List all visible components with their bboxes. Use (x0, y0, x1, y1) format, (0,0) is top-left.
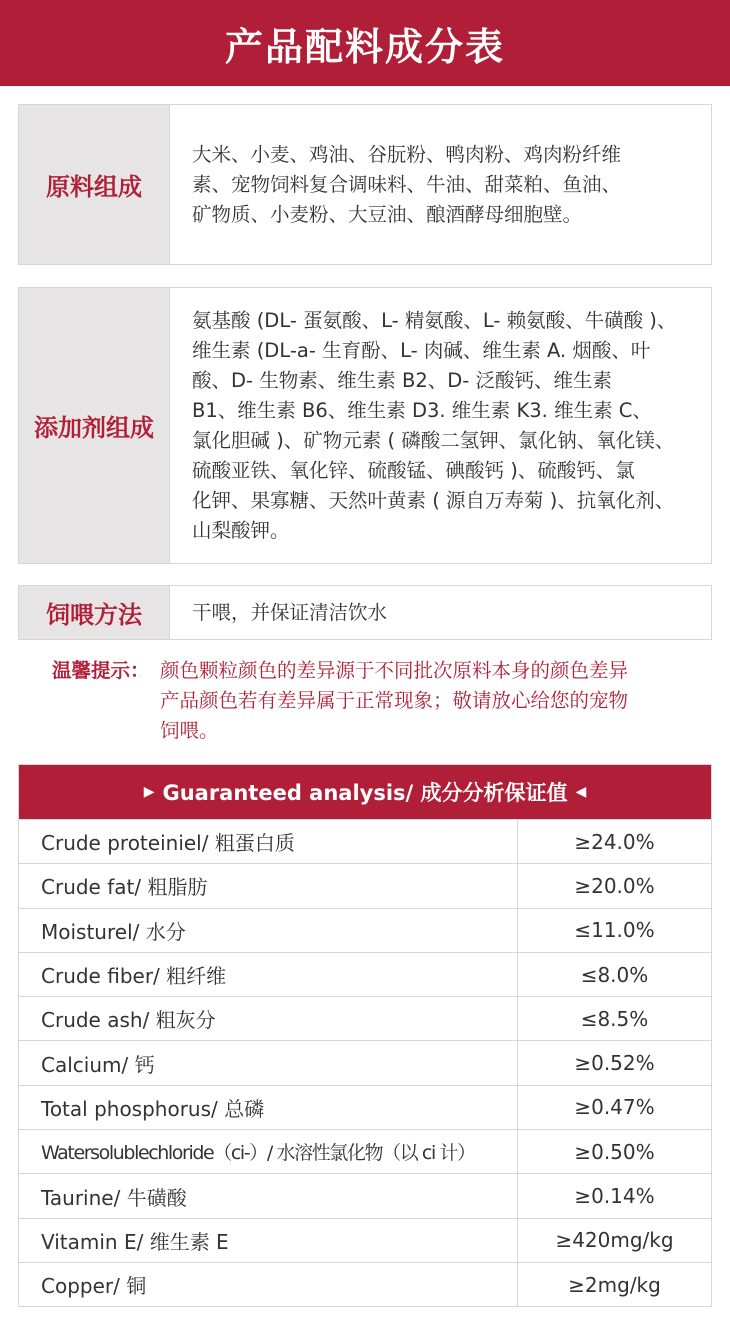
analysis-header-text: Guaranteed analysis/ 成分分析保证值 (162, 781, 568, 805)
table-row (19, 996, 711, 1040)
nutrient-value: ≥20.0% (574, 873, 655, 898)
tip-text (160, 656, 702, 746)
tip-notice (52, 656, 702, 746)
ingredients-line: 大米、小麦、鸡油、谷朊粉、鸭肉粉、鸡肉粉纤维 (192, 142, 622, 166)
additives-line: 氨基酸 (DL- 蛋氨酸、L- 精氨酸、L- 赖氨酸、牛磺酸 )、 (192, 308, 677, 332)
table-row (19, 1262, 711, 1306)
nutrient-value: ≥0.14% (574, 1184, 655, 1209)
analysis-header (19, 765, 711, 819)
nutrient-name: Vitamin E/ 维生素 E (19, 1219, 518, 1262)
nutrient-name: Taurine/ 牛磺酸 (19, 1174, 518, 1217)
table-row (19, 1173, 711, 1217)
nutrient-name: Crude ash/ 粗灰分 (19, 997, 518, 1040)
nutrient-value: ≥2mg/kg (568, 1272, 661, 1297)
nutrient-value: ≥0.47% (574, 1095, 655, 1120)
additives-line: B1、维生素 B6、维生素 D3. 维生素 K3. 维生素 C、 (192, 398, 652, 422)
additives-label: 添加剂组成 (19, 288, 170, 563)
title-banner (0, 0, 730, 86)
additives-line: 化钾、果寡糖、天然叶黄素 ( 源自万寿菊 )、抗氧化剂、 (192, 488, 675, 512)
table-row (19, 1218, 711, 1262)
ingredients-box (18, 104, 712, 265)
analysis-table (18, 764, 712, 1307)
table-row (19, 863, 711, 907)
triangle-left-icon: ◀ (575, 784, 587, 800)
additives-line: 氯化胆碱 )、矿物元素 ( 磷酸二氢钾、氯化钠、氧化镁、 (192, 428, 675, 452)
nutrient-value: ≤11.0% (574, 918, 655, 943)
nutrient-name: Moisturel/ 水分 (19, 909, 518, 952)
table-row (19, 1085, 711, 1129)
table-row (19, 908, 711, 952)
additives-line: 维生素 (DL-a- 生育酚、L- 肉碱、维生素 A. 烟酸、叶 (192, 338, 651, 362)
additives-content (170, 288, 711, 563)
nutrient-name: Crude fat/ 粗脂肪 (19, 864, 518, 907)
nutrient-value: ≥24.0% (574, 829, 655, 854)
nutrient-name: Copper/ 铜 (19, 1263, 518, 1306)
ingredients-label: 原料组成 (19, 105, 170, 264)
page-title: 产品配料成分表 (224, 24, 505, 69)
nutrient-value: ≤8.0% (580, 962, 649, 987)
nutrient-name: Crude proteiniel/ 粗蛋白质 (19, 820, 518, 863)
tip-line: 产品颜色若有差异属于正常现象；敬请放心给您的宠物 (160, 689, 629, 712)
table-row (19, 1040, 711, 1084)
ingredients-line: 矿物质、小麦粉、大豆油、酿酒酵母细胞壁。 (192, 202, 583, 226)
additives-line: 酸、D- 生物素、维生素 B2、D- 泛酸钙、维生素 (192, 368, 612, 392)
ingredients-line: 素、宠物饲料复合调味料、牛油、甜菜粕、鱼油、 (192, 172, 622, 196)
additives-line: 硫酸亚铁、氧化锌、硫酸锰、碘酸钙 )、硫酸钙、氯 (192, 458, 635, 482)
nutrient-value: ≥0.52% (574, 1051, 655, 1076)
additives-box (18, 287, 712, 564)
table-row (19, 1129, 711, 1173)
triangle-right-icon: ▶ (143, 784, 155, 800)
nutrient-name: Calcium/ 钙 (19, 1041, 518, 1084)
ingredients-content (170, 105, 711, 264)
feeding-content: 干喂，并保证清洁饮水 (192, 600, 388, 624)
nutrient-value: ≤8.5% (580, 1006, 649, 1031)
feeding-label: 饲喂方法 (19, 586, 170, 639)
table-row (19, 819, 711, 863)
nutrient-value: ≥420mg/kg (555, 1228, 674, 1253)
nutrient-value: ≥0.50% (574, 1139, 655, 1164)
nutrient-name: Watersolublechloride（ci-）/ 水溶性氯化物（以 ci 计） (19, 1130, 518, 1173)
nutrient-name: Crude fiber/ 粗纤维 (19, 953, 518, 996)
additives-line: 山梨酸钾。 (192, 518, 290, 542)
tip-line: 饲喂。 (160, 719, 219, 742)
tip-line: 颜色颗粒颜色的差异源于不同批次原料本身的颜色差异 (160, 659, 629, 682)
table-row (19, 952, 711, 996)
feeding-box (18, 585, 712, 640)
nutrient-name: Total phosphorus/ 总磷 (19, 1086, 518, 1129)
tip-label: 温馨提示： (52, 659, 150, 682)
